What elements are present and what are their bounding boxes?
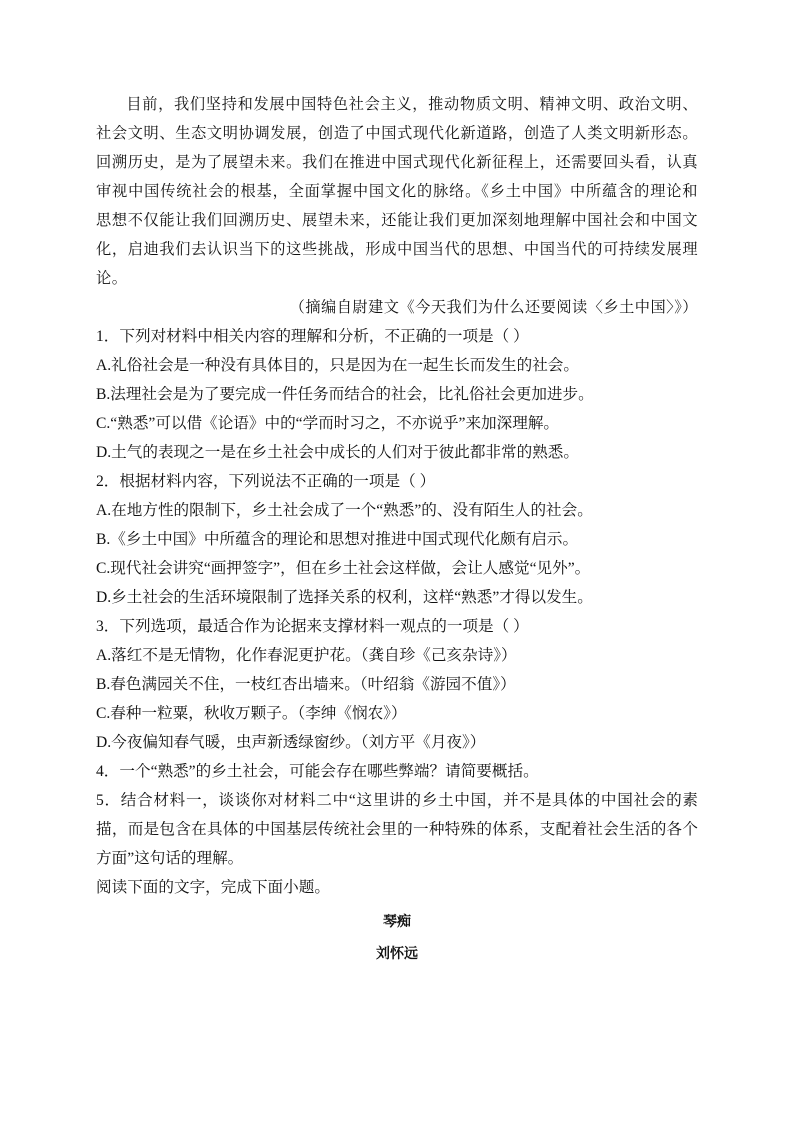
question-3	[96, 612, 698, 757]
option-b: B.《乡土中国》中所蕴含的理论和思想对推进中国式现代化颇有启示。	[96, 531, 579, 548]
question-1	[96, 322, 698, 467]
option-a: A.礼俗社会是一种没有具体目的，只是因为在一起生长而发生的社会。	[96, 357, 579, 374]
next-passage-title: 琴痴	[383, 914, 411, 930]
question-5	[96, 786, 698, 873]
option-c: C.春种一粒粟，秋收万颗子。（李绅《悯农》）	[96, 705, 407, 722]
option-b: B.春色满园关不住，一枝红杏出墙来。（叶绍翁《游园不值》）	[96, 676, 516, 693]
passage-paragraph: 目前，我们坚持和发展中国特色社会主义，推动物质文明、精神文明、政治文明、社会文明、生态文明协调发展，创造了中国式现代化新道路，创造了人类文明新形态。回溯历史，是为了展望未来。我们在推进中国式现代化新征程上，还需要回头看，认真审视中国传统社会的根基，全面掌握中国文化的脉络。《乡土中国》中所蕴含的理论和思想不仅能让我们回溯历史、展望未来，还能让我们更加深刻地理解中国社会和中国文化，启迪我们去认识当下的这些挑战，形成中国当代的思想、中国当代的可持续发展理论。	[96, 95, 698, 287]
question-stem: 4．一个“熟悉”的乡土社会，可能会存在哪些弊端？请简要概括。	[96, 763, 539, 780]
question-4	[96, 757, 698, 786]
reading-instruction: 阅读下面的文字，完成下面小题。	[96, 879, 330, 896]
option-d: D.乡土社会的生活环境限制了选择关系的权利，这样“熟悉”才得以发生。	[96, 589, 593, 606]
option-b: B.法理社会是为了要完成一件任务而结合的社会，比礼俗社会更加进步。	[96, 386, 594, 403]
option-c: C.“熟悉”可以借《论语》中的“学而时习之，不亦说乎”来加深理解。	[96, 415, 560, 432]
question-stem: 3．下列选项，最适合作为论据来支撑材料一观点的一项是（ ）	[96, 618, 529, 635]
option-c: C.现代社会讲究“画押签字”，但在乡土社会这样做，会让人感觉“见外”。	[96, 560, 591, 577]
option-d: D.今夜偏知春气暖，虫声新透绿窗纱。（刘方平《月夜》）	[96, 734, 486, 751]
question-stem: 5．结合材料一，谈谈你对材料二中“这里讲的乡土中国，并不是具体的中国社会的素描，而是包含在具体的中国基层传统社会里的一种特殊的体系，支配着社会生活的各个方面”这句话的理解。	[96, 792, 698, 867]
passage-source: （摘编自尉建文《今天我们为什么还要阅读〈乡土中国〉》）	[289, 298, 698, 316]
document-page	[96, 90, 698, 970]
option-d: D.土气的表现之一是在乡土社会中成长的人们对于彼此都非常的熟悉。	[96, 444, 579, 461]
next-passage-author: 刘怀远	[376, 946, 418, 962]
option-a: A.在地方性的限制下，乡土社会成了一个“熟悉”的、没有陌生人的社会。	[96, 502, 593, 519]
question-stem: 2．根据材料内容，下列说法不正确的一项是（ ）	[96, 473, 436, 490]
question-stem: 1．下列对材料中相关内容的理解和分析，不正确的一项是（ ）	[96, 328, 529, 345]
reading-instruction-block	[96, 873, 698, 902]
option-a: A.落红不是无情物，化作春泥更护花。（龚自珍《己亥杂诗》）	[96, 647, 517, 664]
question-2	[96, 467, 698, 612]
